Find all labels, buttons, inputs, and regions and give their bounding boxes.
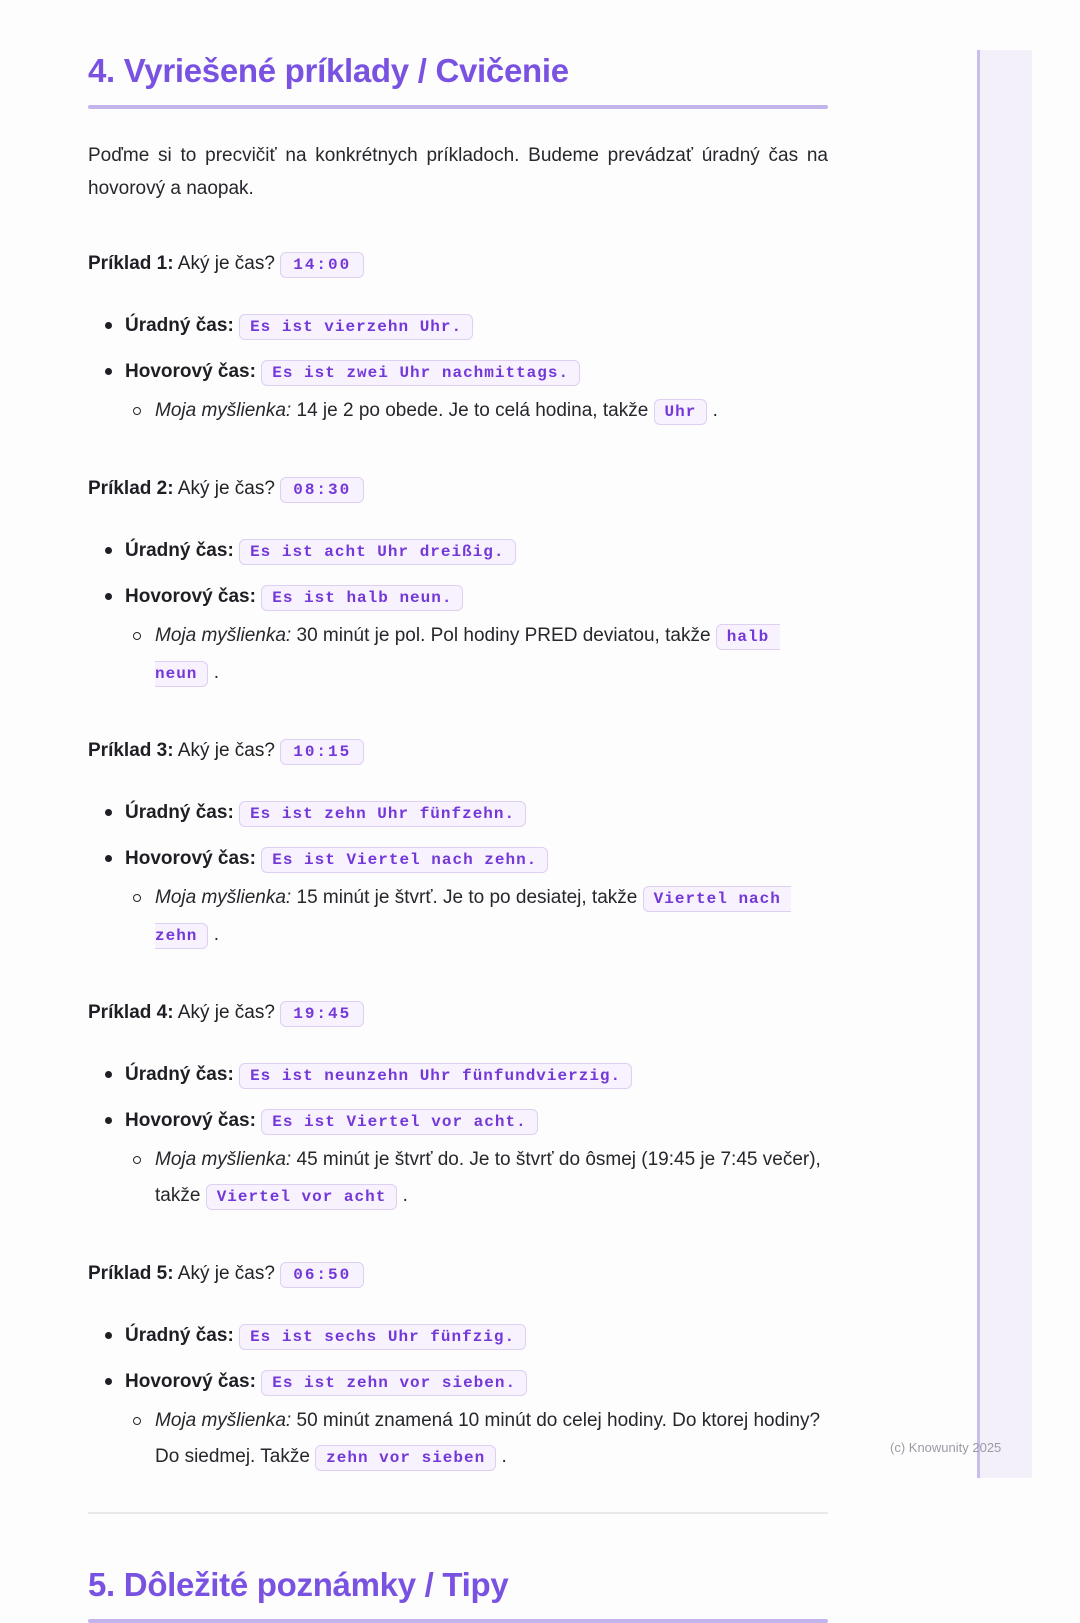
bullet-icon [105, 1378, 112, 1385]
colloquial-label: Hovorový čas: [125, 1110, 256, 1131]
example-3-list [88, 795, 828, 954]
official-phrase-badge: Es ist acht Uhr dreißig. [239, 539, 515, 565]
section-5-title-rule [88, 1619, 828, 1623]
section-5-title: 5. Dôležité poznámky / Tipy [88, 1566, 509, 1603]
section-4-title-rule [88, 105, 828, 109]
example-4-heading [88, 996, 828, 1031]
colloquial-time-item [88, 579, 828, 692]
official-label: Úradný čas: [125, 315, 234, 336]
thought-text: 14 je 2 po obede. Je to celá hodina, takže [296, 400, 649, 421]
thought-code-badge: Uhr [654, 399, 708, 425]
bullet-icon [105, 593, 112, 600]
example-3-heading [88, 734, 828, 769]
example-5-list [88, 1318, 828, 1476]
colloquial-phrase-badge: Es ist zehn vor sieben. [261, 1370, 527, 1396]
thought-period: . [712, 400, 718, 421]
example-question: Aký je čas? [177, 253, 275, 274]
section-4-title: 4. Vyriešené príklady / Cvičenie [88, 52, 569, 89]
official-label: Úradný čas: [125, 1064, 234, 1085]
thought-code-badge: zehn vor sieben [315, 1445, 496, 1471]
official-time-item [88, 533, 828, 570]
colloquial-time-item [88, 1364, 828, 1476]
example-3 [88, 734, 828, 954]
colloquial-label: Hovorový čas: [125, 1371, 256, 1392]
example-1 [88, 247, 828, 430]
colloquial-time-item [88, 1103, 828, 1215]
time-badge: 08:30 [280, 477, 364, 503]
bullet-icon [105, 547, 112, 554]
official-phrase-badge: Es ist neunzehn Uhr fünfundvierzig. [239, 1063, 632, 1089]
thought-label: Moja myšlienka: [155, 625, 292, 646]
intro-paragraph: Poďme si to precvičiť na konkrétnych príkladoch. Budeme prevádzať úradný čas na hovorový a naopak. [88, 145, 828, 199]
official-phrase-badge: Es ist sechs Uhr fünfzig. [239, 1324, 526, 1350]
circle-icon [133, 632, 141, 640]
thought-label: Moja myšlienka: [155, 1149, 292, 1170]
example-5-heading [88, 1257, 828, 1292]
thought-item [125, 393, 828, 430]
example-question: Aký je čas? [177, 1002, 275, 1023]
colloquial-time-item [88, 354, 828, 430]
bullet-icon [105, 809, 112, 816]
example-2 [88, 472, 828, 692]
colloquial-phrase-badge: Es ist Viertel nach zehn. [261, 847, 548, 873]
copyright-note: (c) Knowunity 2025 [890, 1440, 1002, 1455]
example-question: Aký je čas? [177, 1263, 275, 1284]
example-label: Príklad 4: [88, 1002, 174, 1023]
colloquial-phrase-badge: Es ist zwei Uhr nachmittags. [261, 360, 580, 386]
bullet-icon [105, 1117, 112, 1124]
example-4 [88, 996, 828, 1215]
document-content [88, 0, 828, 1623]
circle-icon [133, 1417, 141, 1425]
bullet-icon [105, 855, 112, 862]
example-question: Aký je čas? [177, 740, 275, 761]
time-badge: 19:45 [280, 1001, 364, 1027]
thought-sublist [125, 880, 828, 954]
official-time-item [88, 795, 828, 832]
official-label: Úradný čas: [125, 540, 234, 561]
example-label: Príklad 3: [88, 740, 174, 761]
section-divider [88, 1512, 828, 1514]
thought-text: 45 minút je štvrť do. Je to štvrť do ôsmej (19:45 je 7:45 večer), takže [155, 1149, 821, 1206]
official-phrase-badge: Es ist vierzehn Uhr. [239, 314, 473, 340]
example-2-heading [88, 472, 828, 507]
bullet-icon [105, 1332, 112, 1339]
thought-item [125, 1142, 828, 1215]
thought-text: 30 minút je pol. Pol hodiny PRED deviatou, takže [296, 625, 711, 646]
thought-label: Moja myšlienka: [155, 400, 292, 421]
example-1-list [88, 308, 828, 430]
official-label: Úradný čas: [125, 802, 234, 823]
thought-code-badge: Viertel vor acht [206, 1184, 398, 1210]
thought-period: . [402, 1185, 408, 1206]
official-time-item [88, 1318, 828, 1355]
official-time-item [88, 1057, 828, 1094]
example-label: Príklad 2: [88, 478, 174, 499]
example-2-list [88, 533, 828, 692]
official-time-item [88, 308, 828, 345]
thought-text: 50 minút znamená 10 minút do celej hodiny. Do ktorej hodiny? Do siedmej. Takže [155, 1410, 821, 1467]
bullet-icon [105, 322, 112, 329]
colloquial-time-item [88, 841, 828, 954]
thought-label: Moja myšlienka: [155, 1410, 292, 1431]
bullet-icon [105, 368, 112, 375]
time-badge: 06:50 [280, 1262, 364, 1288]
example-label: Príklad 5: [88, 1263, 174, 1284]
thought-item [125, 1403, 828, 1476]
thought-sublist [125, 393, 828, 430]
colloquial-label: Hovorový čas: [125, 361, 256, 382]
thought-code-badge: halb neun [155, 624, 780, 687]
example-question: Aký je čas? [177, 478, 275, 499]
example-5 [88, 1257, 828, 1476]
thought-period: . [213, 662, 219, 683]
thought-period: . [213, 924, 219, 945]
bullet-icon [105, 1071, 112, 1078]
thought-item [125, 618, 828, 692]
thought-text: 15 minút je štvrť. Je to po desiatej, takže [296, 887, 638, 908]
official-phrase-badge: Es ist zehn Uhr fünfzehn. [239, 801, 526, 827]
colloquial-phrase-badge: Es ist halb neun. [261, 585, 463, 611]
example-1-heading [88, 247, 828, 282]
thought-period: . [501, 1446, 507, 1467]
example-4-list [88, 1057, 828, 1215]
thought-sublist [125, 1142, 828, 1215]
time-badge: 10:15 [280, 739, 364, 765]
official-label: Úradný čas: [125, 1325, 234, 1346]
time-badge: 14:00 [280, 252, 364, 278]
thought-sublist [125, 618, 828, 692]
example-label: Príklad 1: [88, 253, 174, 274]
circle-icon [133, 407, 141, 415]
circle-icon [133, 1156, 141, 1164]
thought-item [125, 880, 828, 954]
page-edge-bar [977, 50, 1032, 1478]
colloquial-label: Hovorový čas: [125, 586, 256, 607]
thought-sublist [125, 1403, 828, 1476]
colloquial-phrase-badge: Es ist Viertel vor acht. [261, 1109, 537, 1135]
circle-icon [133, 894, 141, 902]
thought-label: Moja myšlienka: [155, 887, 292, 908]
colloquial-label: Hovorový čas: [125, 848, 256, 869]
thought-code-badge: Viertel nach zehn [155, 886, 791, 949]
